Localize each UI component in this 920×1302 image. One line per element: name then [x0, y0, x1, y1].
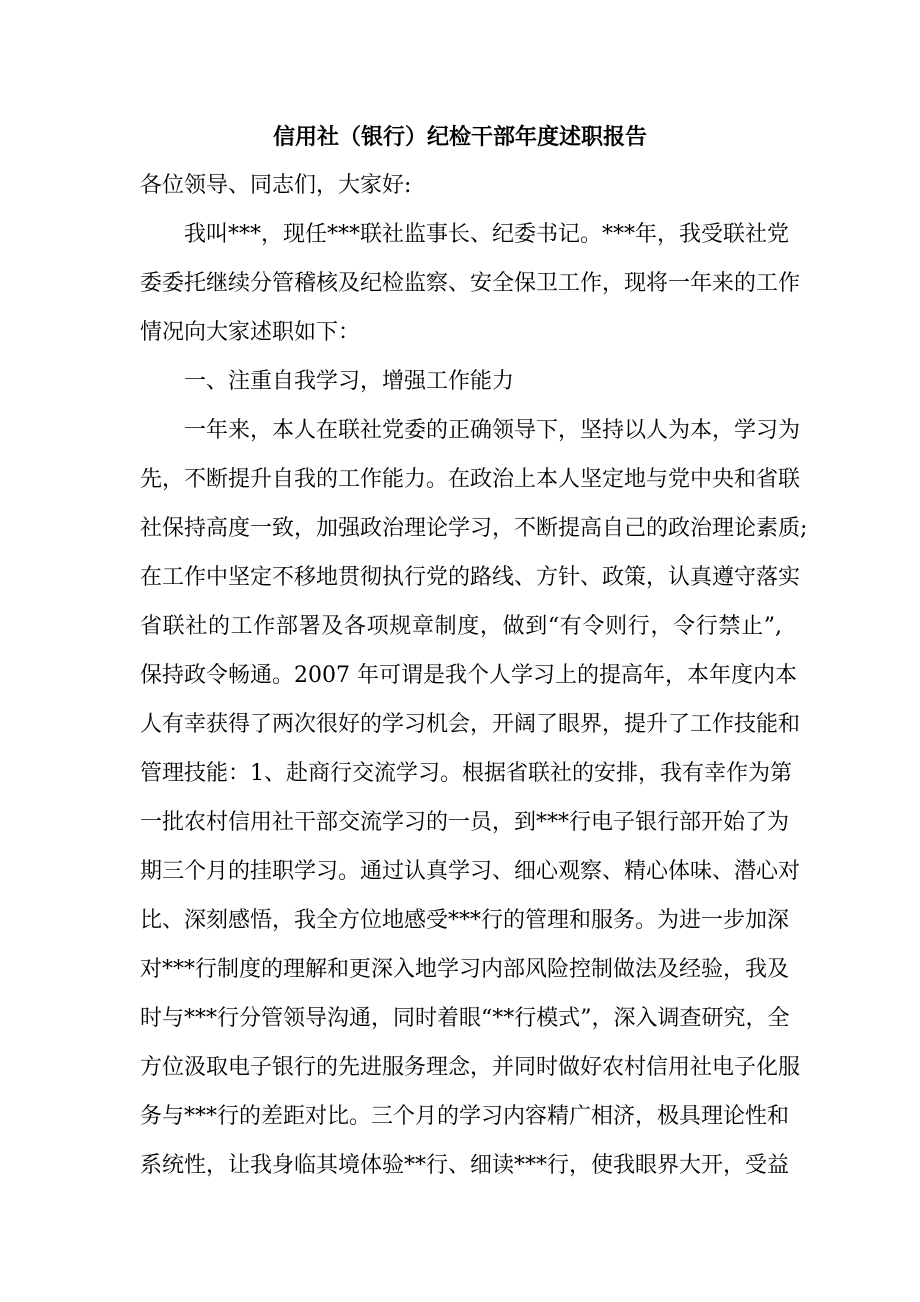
paragraph-line: 社保持高度一致，加强政治理论学习，不断提高自己的政治理论素质; — [140, 516, 808, 541]
paragraph-line: 一批农村信用社干部交流学习的一员，到***行电子银行部开始了为 — [140, 810, 790, 835]
paragraph-line: 务与***行的差距对比。三个月的学习内容精广相济，极具理论性和 — [140, 1104, 790, 1129]
paragraph-line: 比、深刻感悟，我全方位地感受***行的管理和服务。为进一步加深 — [140, 908, 790, 933]
salutation-line: 各位领导、同志们，大家好: — [140, 173, 412, 198]
paragraph-line: 情况向大家述职如下： — [140, 320, 361, 345]
paragraph-line: 对***行制度的理解和更深入地学习内部风险控制做法及经验，我及 — [140, 957, 790, 982]
paragraph-line: 时与***行分管领导沟通，同时着眼“**行模式”，深入调查研究，全 — [140, 1006, 790, 1031]
paragraph-line: 委委托继续分管稽核及纪检监察、安全保卫工作，现将一年来的工作 — [140, 271, 801, 296]
paragraph-line: 期三个月的挂职学习。通过认真学习、细心观察、精心体味、潜心对 — [140, 859, 801, 884]
paragraph-line: 系统性，让我身临其境体验**行、细读***行，使我眼界大开，受益 — [140, 1153, 790, 1178]
paragraph-line: 先，不断提升自我的工作能力。在政治上本人坚定地与党中央和省联 — [140, 467, 801, 492]
section-heading: 一、注重自我学习，增强工作能力 — [184, 369, 515, 394]
paragraph-line: 省联社的工作部署及各项规章制度，做到“有令则行，令行禁止”, — [140, 614, 782, 639]
paragraph-line: 管理技能：1、赴商行交流学习。根据省联社的安排，我有幸作为第 — [140, 761, 792, 786]
document-title: 信用社（银行）纪检干部年度述职报告 — [272, 124, 647, 150]
paragraph-line: 我叫***，现任***联社监事长、纪委书记。***年，我受联社党 — [184, 222, 790, 247]
paragraph-line: 方位汲取电子银行的先进服务理念，并同时做好农村信用社电子化服 — [140, 1055, 801, 1080]
paragraph-line: 人有幸获得了两次很好的学习机会，开阔了眼界，提升了工作技能和 — [140, 712, 801, 737]
paragraph-line: 在工作中坚定不移地贯彻执行党的路线、方针、政策，认真遵守落实 — [140, 565, 801, 590]
paragraph-line: 保持政令畅通。2007 年可谓是我个人学习上的提高年，本年度内本 — [140, 663, 797, 688]
paragraph-line: 一年来，本人在联社党委的正确领导下，坚持以人为本，学习为 — [184, 418, 801, 443]
